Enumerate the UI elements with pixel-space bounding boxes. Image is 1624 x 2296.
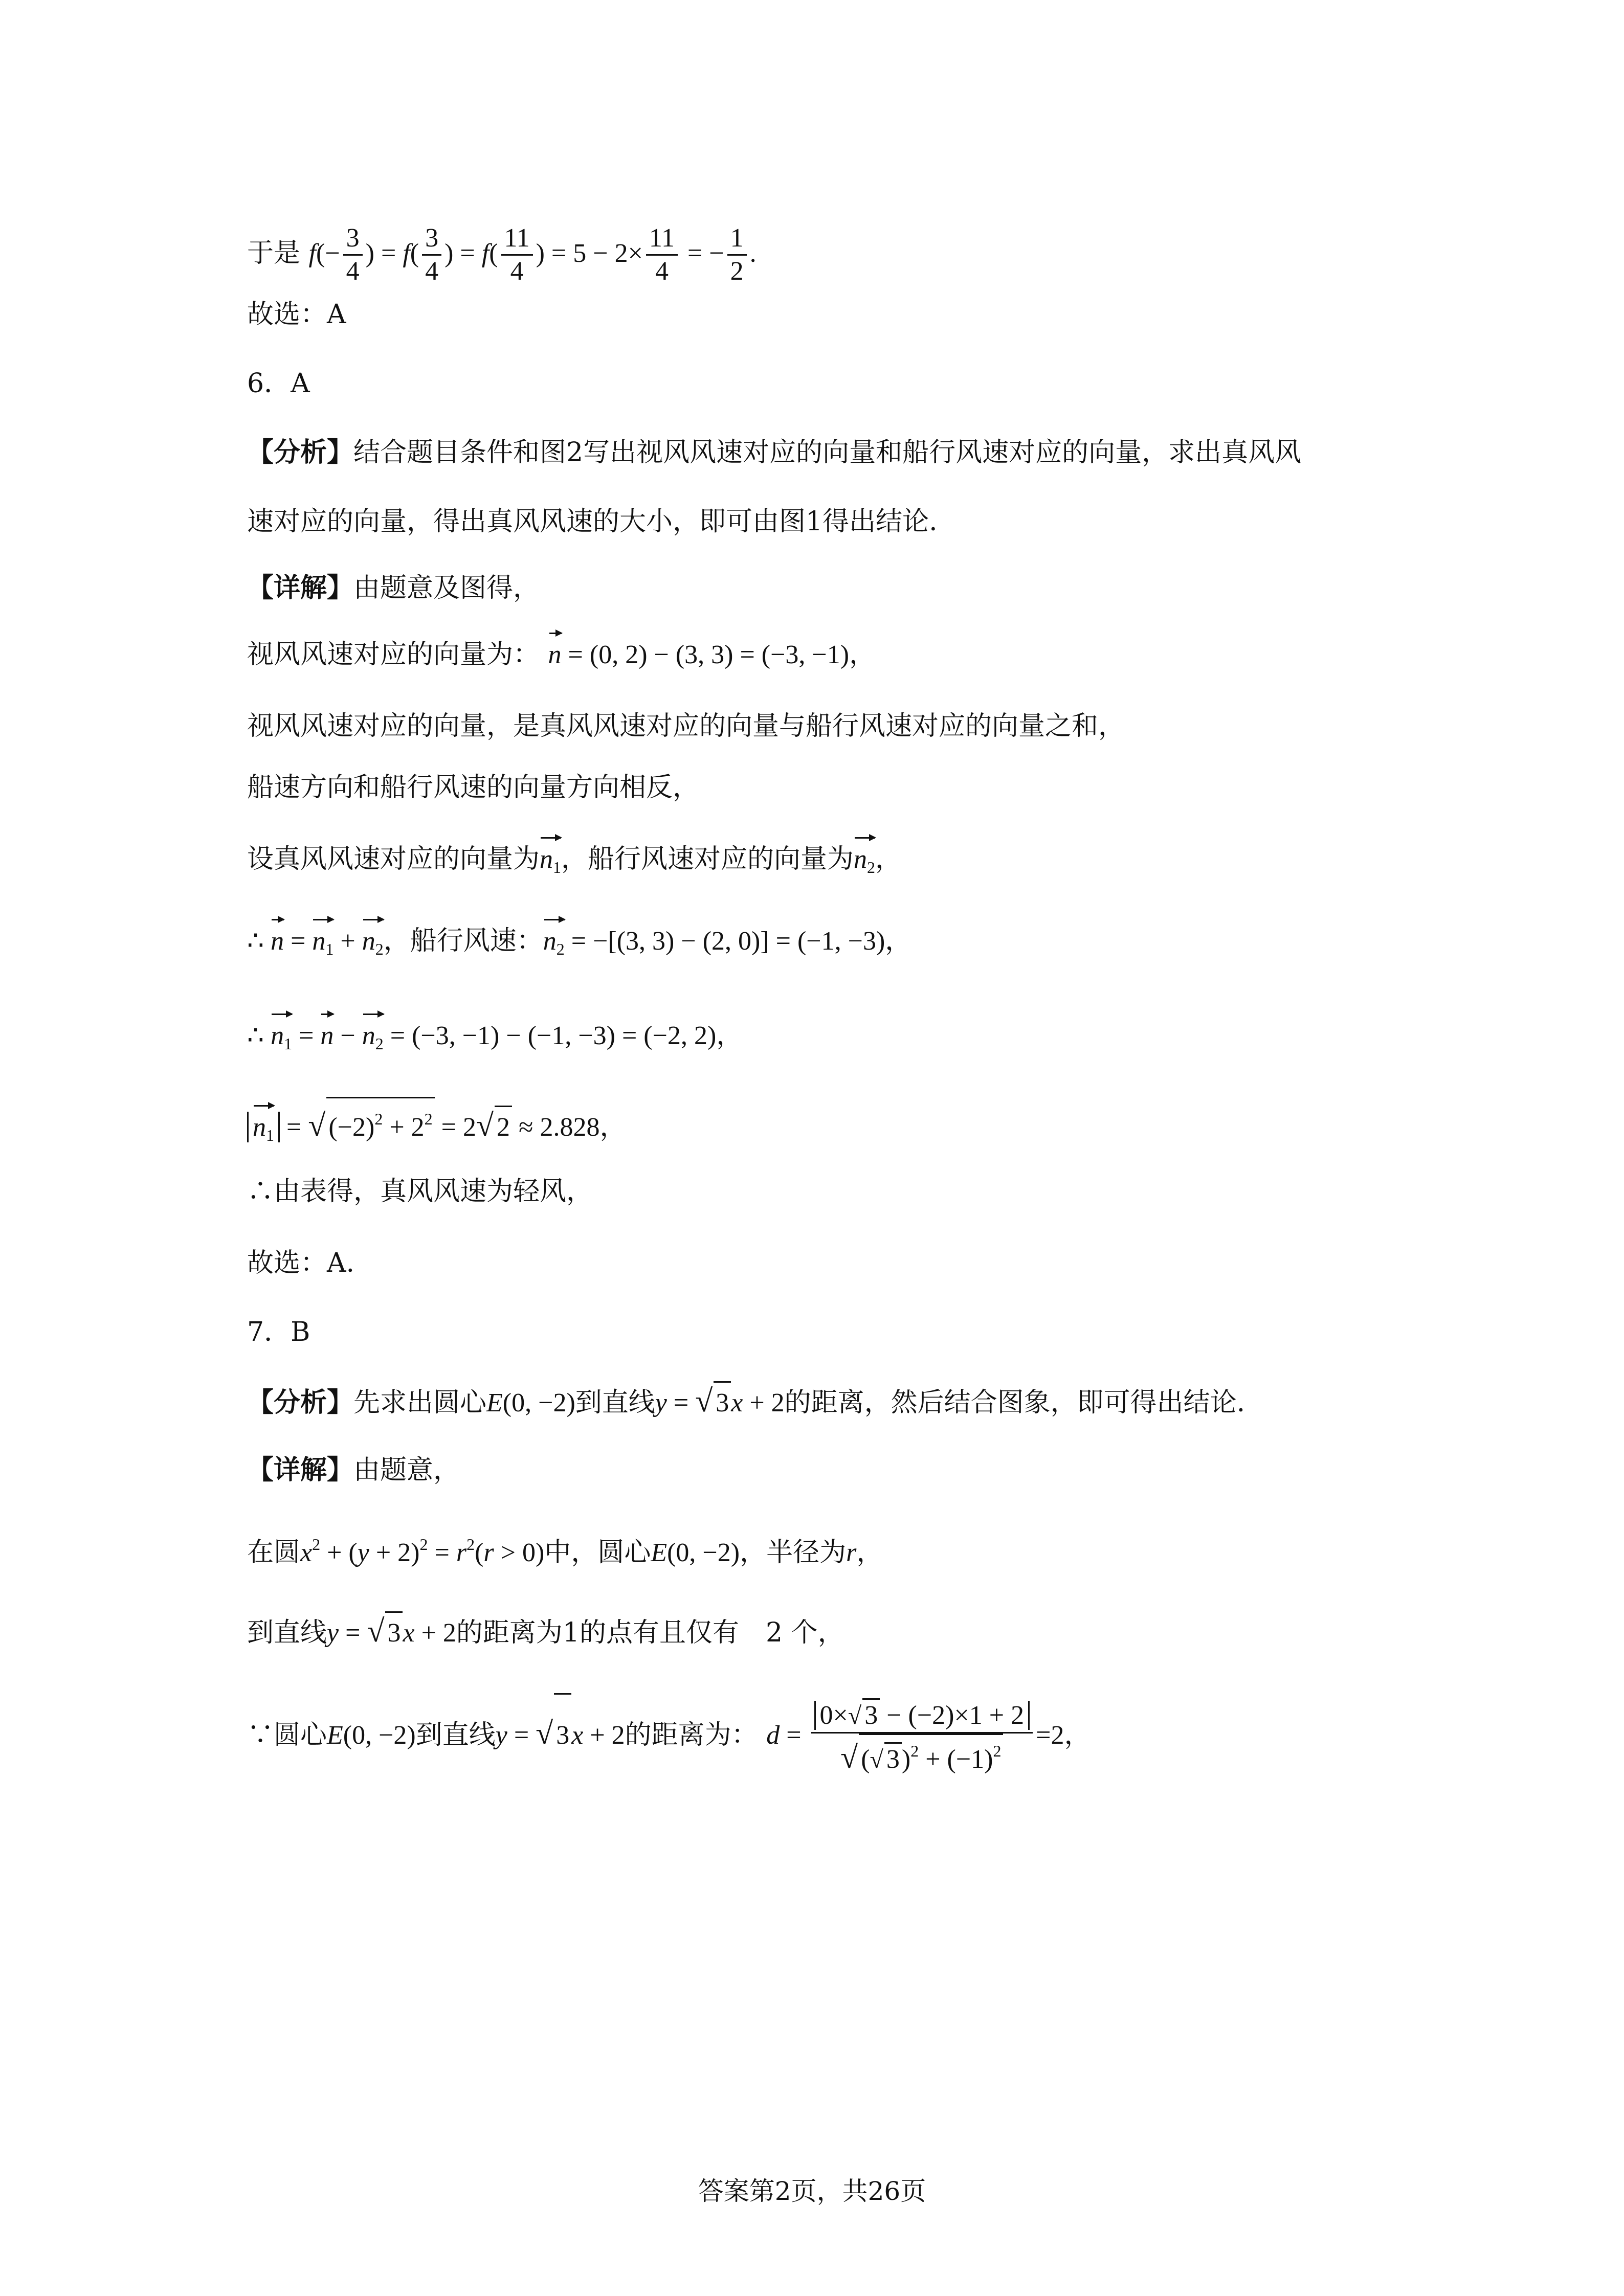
line-analysis-6-cont: 速对应的向量，得出真风风速的大小，即可由图1得出结论.: [247, 506, 938, 537]
page-footer: 答案第2页，共26页: [698, 2176, 926, 2206]
question-6-heading: 6．A: [247, 368, 310, 399]
line-true-wind-vector: ∴ $n_1 = n - n_2 = (-3$, −1) − (−1, −3) = (−2, 2)，: [247, 1015, 1419, 1064]
line-detail-6: 【详解】由题意及图得，: [247, 572, 540, 603]
line-detail-7: 【详解】由题意，: [247, 1454, 460, 1485]
line-answer-6: 故选：A.: [247, 1248, 355, 1278]
line-answer-5: 故选：A: [247, 299, 346, 330]
line-solution-5-final: 于是 f(− $\frac{3}{4}$ ) = f( $\frac{3}{4}$ ) = f( $\frac{11}{4}$ ) = 5 − 2× $\frac{11}{4}$ = − $\frac{1}{2}$ .: [247, 223, 757, 286]
line-magnitude: $n_1$ = √ $(-2)^2 + 2^2 = 2√$ 2 ≈ 2.828，: [247, 1097, 1419, 1156]
line-vector-sum: 视风风速对应的向量，是真风风速对应的向量与船行风速对应的向量之和，: [247, 711, 1125, 741]
line-conclusion-6: ∴由表得，真风风速为轻风，: [247, 1176, 593, 1207]
line-direction: 船速方向和船行风速的向量方向相反，: [247, 772, 700, 803]
line-define-vectors: 设真风风速对应的向量为$n_1$，船行风速对应的向量为$n_2$，: [247, 839, 1419, 888]
line-analysis-6: 【分析】结合题目条件和图2写出视风风速对应的向量和船行风速对应的向量，求出真风风: [247, 437, 1302, 468]
question-7-heading: 7．B: [247, 1317, 310, 1347]
line-ship-wind: ∴ $n = n_1 + n_2$，船行风速：$n_2 = -[(3$, 3) − (2, 0)] = (−1, −3)，: [247, 920, 1419, 970]
line-distance-condition: 到直线y = √ 3x + 2的距离为1的点有且仅有 2 个，: [247, 1611, 1419, 1654]
line-apparent-wind-vector: 视风风速对应的向量为： n = (0, 2) − (3, 3) = (−3, −1)，: [247, 634, 1419, 676]
line-distance-formula: ∵圆心E(0, −2)到直线y = √ 3x + 2的距离为： d = $\frac{0\times√ 3 - (-2)\times 1 + 2}{√ (√ 3)^2 + (-1)^2}$ =2，: [247, 1693, 1419, 1776]
line-analysis-7: 【分析】先求出圆心E(0, −2)到直线y = √ 3x + 2的距离，然后结合图象，即可得出结论.: [247, 1381, 1419, 1424]
line-circle-equation: 在圆$x^2 + (y + 2)^2 = r^2(r > 0)$中，圆心E(0, −2)，半径为r，: [247, 1535, 883, 1568]
